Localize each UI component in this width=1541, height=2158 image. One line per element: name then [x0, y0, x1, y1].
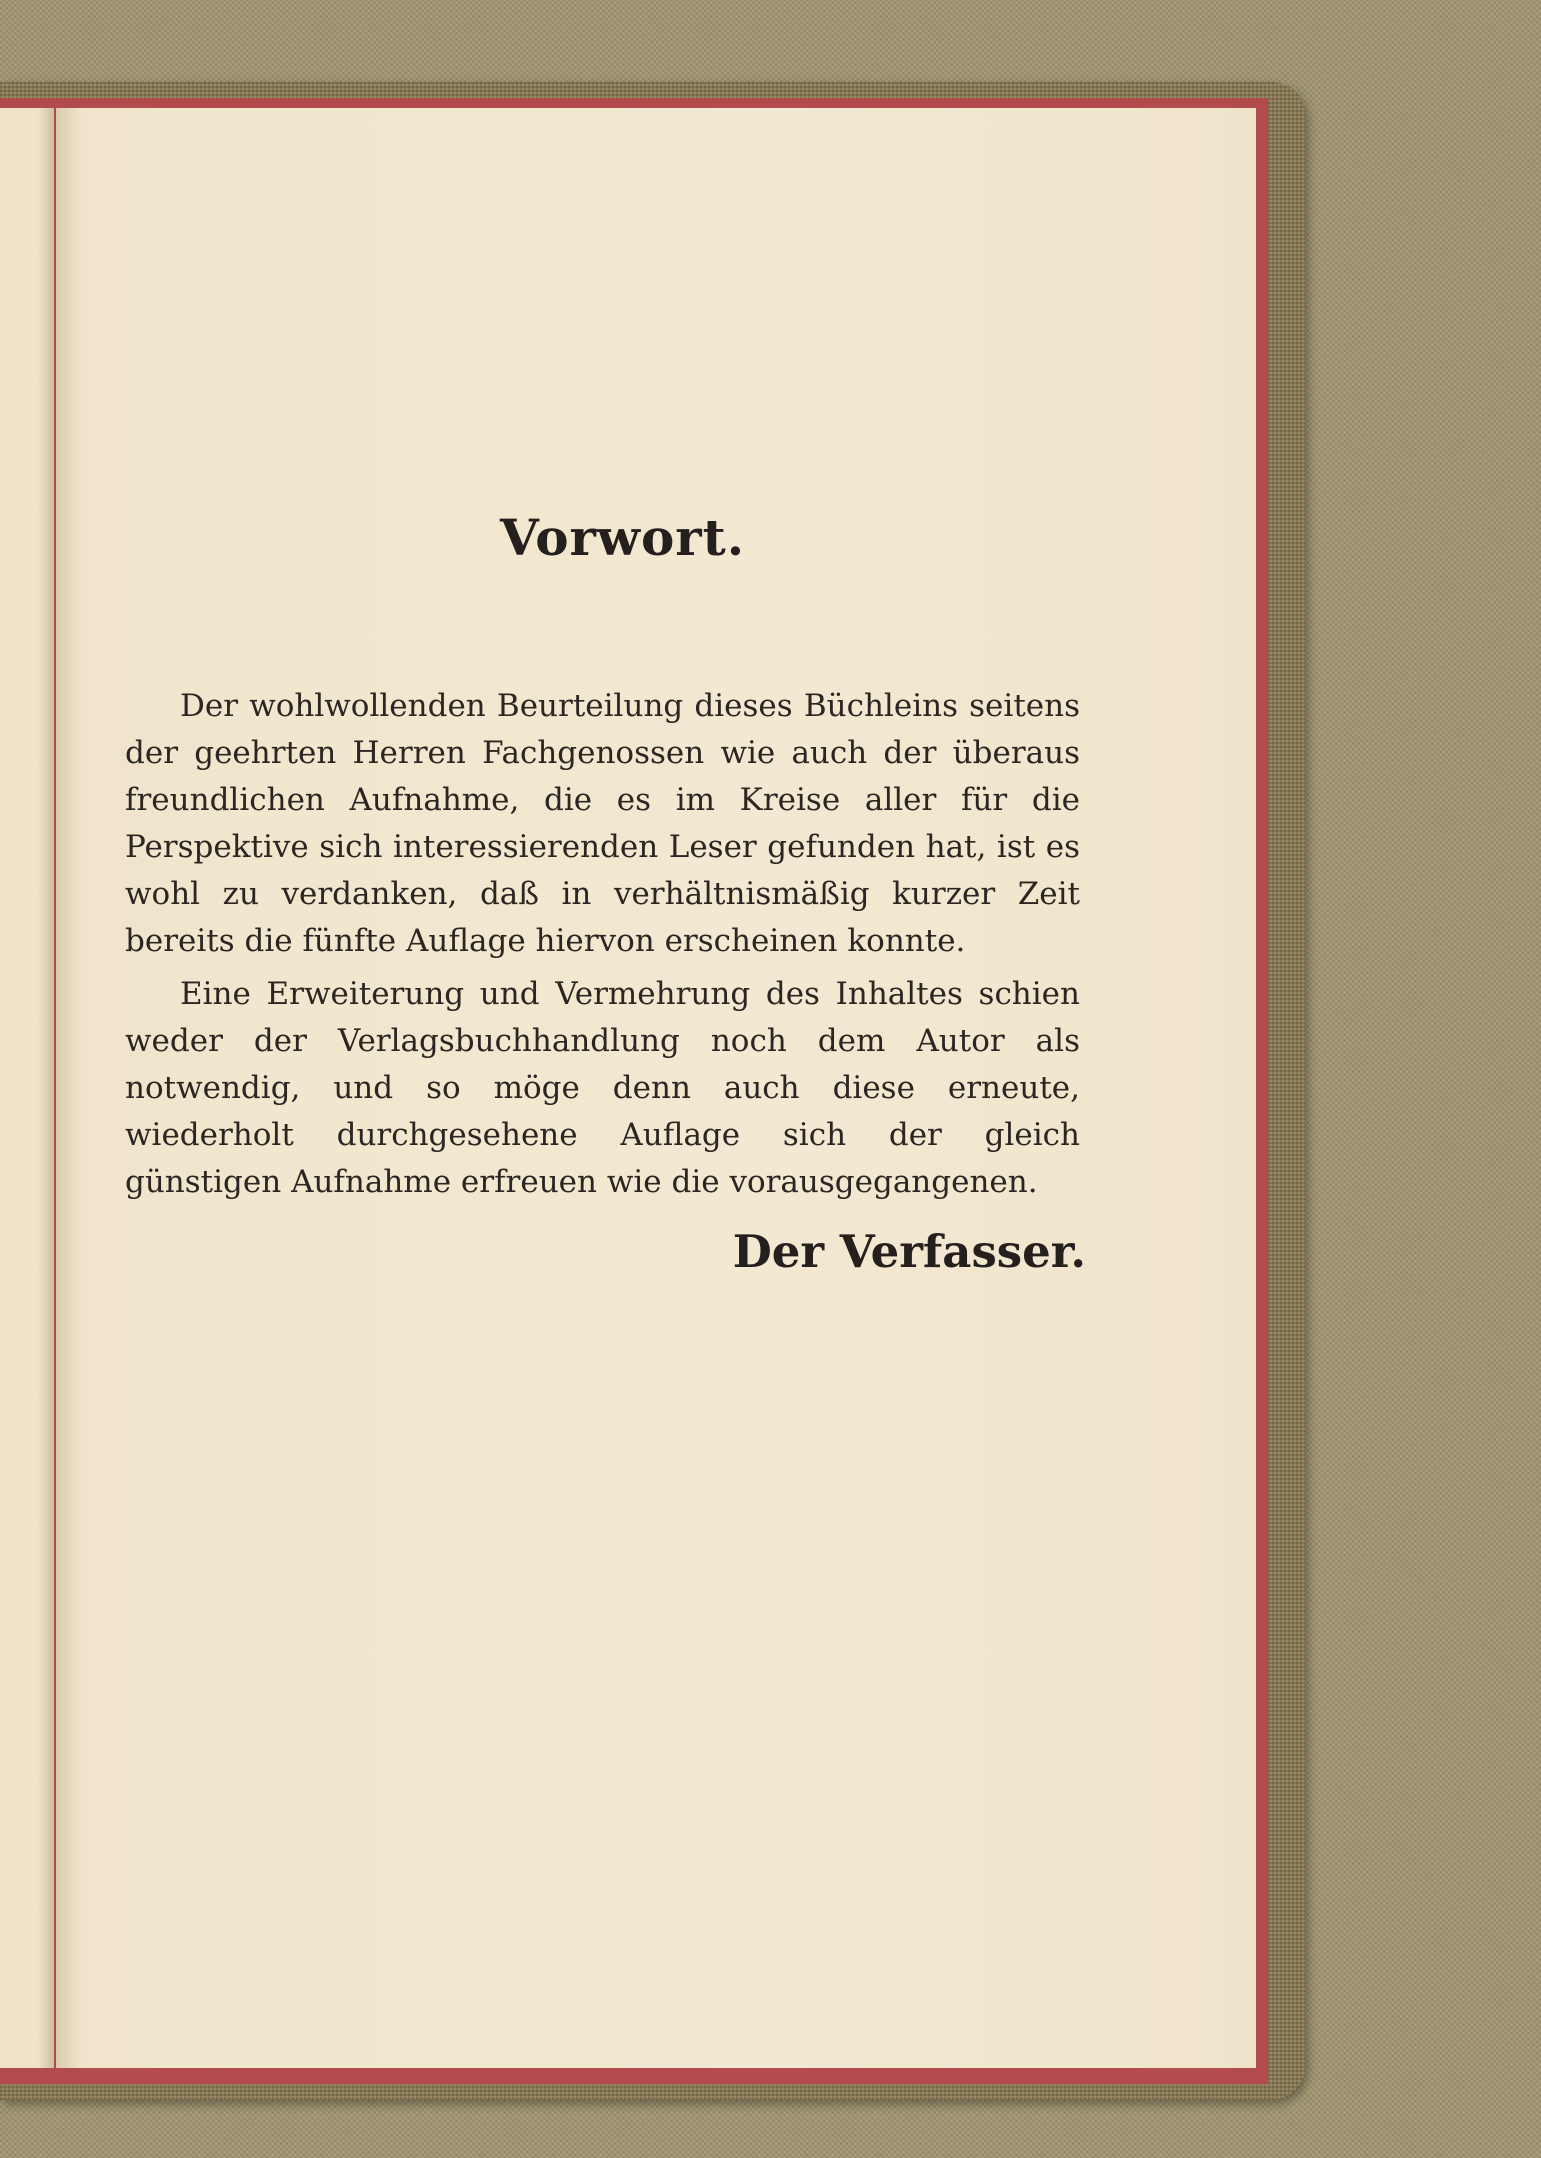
signature: Der Verfasser. [732, 1225, 1086, 1278]
left-page [0, 108, 54, 2068]
paragraph-2: Eine Erweiterung und Vermehrung des Inhaltes schien weder der Verlagsbuchhandlung noch dem Autor als notwendig, und so möge denn auch diese erneute, wiederholt durchgesehene Auflage sich der gleich günstigen Aufnahme erfreuen wie die vorausgegangenen. [125, 976, 1080, 1200]
paragraph-1: Der wohlwollenden Beurteilung dieses Büchleins seitens der geehrten Herren Fachgenossen wie auch der überaus freundlichen Aufnahme, die es im Kreise aller für die Perspektive sich interessierenden Leser gefunden hat, ist es wohl zu verdanken, daß in verhältnismäßig kurzer Zeit bereits die fünfte Auflage hiervon erscheinen konnte. [125, 688, 1080, 959]
page-title: Vorwort. [500, 508, 746, 567]
